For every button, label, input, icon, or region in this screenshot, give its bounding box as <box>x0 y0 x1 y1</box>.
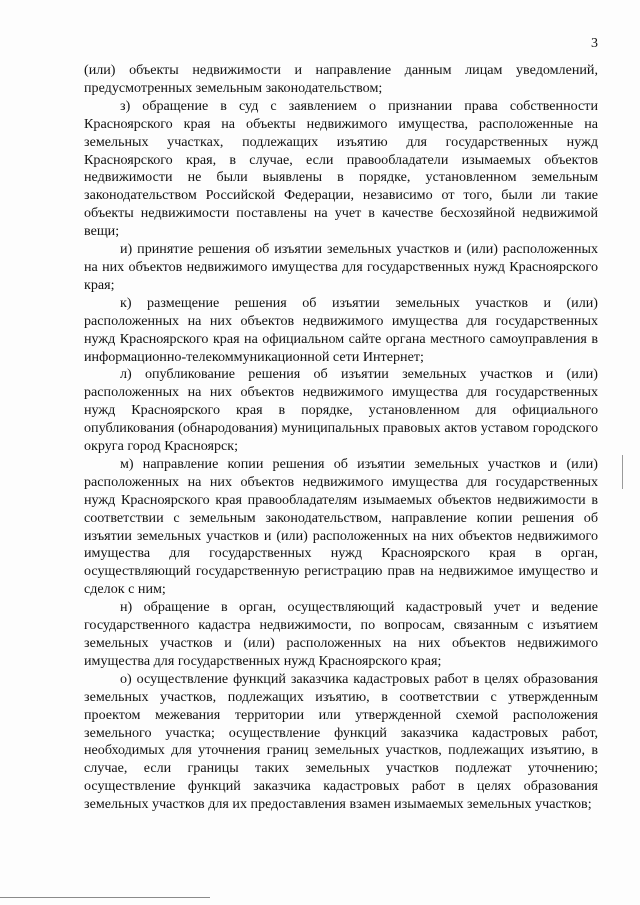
paragraph-continuation: (или) объекты недвижимости и направление данным лицам уведомлений, предусмотренных земельным законодательством; <box>84 62 598 96</box>
scan-bottom-edge <box>0 897 210 898</box>
scan-artifact-mark <box>622 455 623 489</box>
paragraph-item-k: к) размещение решения об изъятии земельных участков и (или) расположенных на них объектов недвижимого имущества для государственных нужд Красноярского края на официальном сайте органа местного самоуправления в информационно-телекоммуникационной сети Интернет; <box>84 294 598 365</box>
page-number: 3 <box>591 36 598 51</box>
paragraph-item-o: о) осуществление функций заказчика кадастровых работ в целях образования земельных участков, подлежащих изъятию, в соответствии с утвержденным проектом межевания территории или утвержденной схемой расположения земельного участка; осуществление функций заказчика кадастровых работ, необходимых для уточнения границ земельных участков, подлежащих изъятию, в случае, если границы таких земельных участков подлежат уточнению; осуществление функций заказчика кадастровых работ в целях образования земельных участков для их предоставления взамен изымаемых земельных участков; <box>84 670 598 813</box>
paragraph-item-m: м) направление копии решения об изъятии земельных участков и (или) расположенных на них объектов недвижимого имущества для государственных нужд Красноярского края правообладателям изымаемых объектов недвижимости в соответствии с земельным законодательством, направление копии решения об изъятии земельных участков и (или) расположенных на них объектов недвижимого имущества для государственных нужд Красноярского края в орган, осуществляющий государственную регистрацию прав на недвижимое имущество и сделок с ним; <box>84 455 598 598</box>
document-body <box>84 62 598 814</box>
paragraph-item-i: и) принятие решения об изъятии земельных участков и (или) расположенных на них объектов недвижимого имущества для государственных нужд Красноярского края; <box>84 241 598 293</box>
paragraph-item-z: з) обращение в суд с заявлением о признании права собственности Красноярского края на объекты недвижимого имущества, расположенные на земельных участках, подлежащих изъятию для государственных нужд Красноярского края, в случае, если правообладатели изымаемых объектов недвижимости не были выявлены в порядке, установленном земельным законодательством Российской Федерации, независимо от того, были ли такие объекты недвижимости поставлены на учет в качестве бесхозяйной недвижимой вещи; <box>84 97 598 240</box>
paragraph-item-n: н) обращение в орган, осуществляющий кадастровый учет и ведение государственного кадастра недвижимости, по вопросам, связанным с изъятием земельных участков и (или) расположенных на них объектов недвижимого имущества для государственных нужд Красноярского края; <box>84 599 598 669</box>
paragraph-item-l: л) опубликование решения об изъятии земельных участков и (или) расположенных на них объектов недвижимого имущества для государственных нужд Красноярского края в порядке, установленном для официального опубликования (обнародования) муниципальных правовых актов уставом городского округа город Красноярск; <box>84 366 598 455</box>
